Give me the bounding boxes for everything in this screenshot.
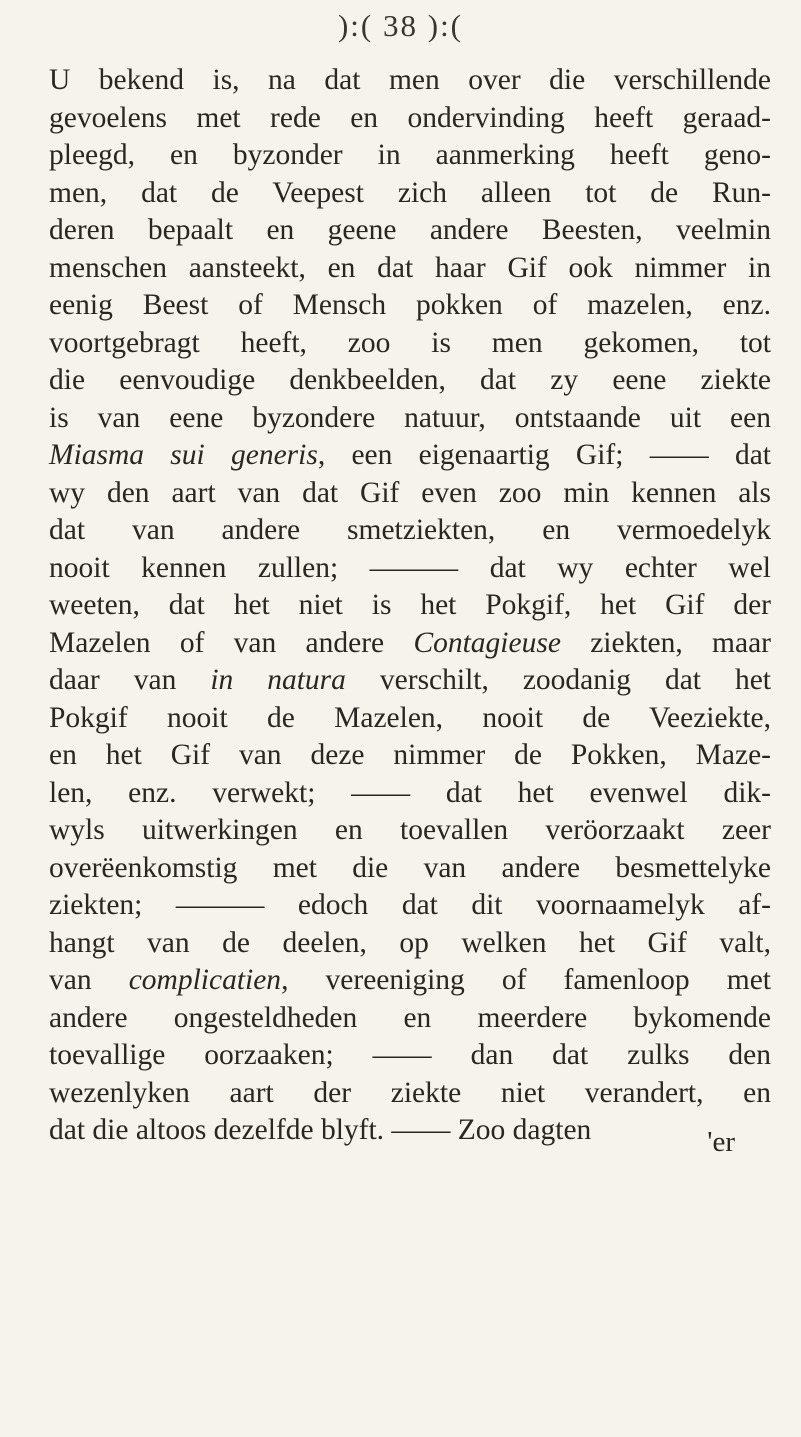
text-segment: Mazelen of van andere <box>49 626 414 659</box>
body-text <box>49 62 771 1150</box>
text-line <box>49 512 771 550</box>
text-line <box>49 1112 771 1150</box>
text-line <box>49 325 771 363</box>
text-line <box>49 925 771 963</box>
text-segment: deren bepaalt en geene andere Beesten, veelmin <box>49 214 771 246</box>
text-line <box>49 287 771 325</box>
text-line <box>49 587 771 625</box>
text-line <box>49 250 771 288</box>
text-line <box>49 737 771 775</box>
text-line <box>49 625 771 663</box>
text-line <box>49 475 771 513</box>
text-segment: len, enz. verwekt; —— dat het evenwel dik- <box>49 776 771 809</box>
text-line <box>49 887 771 925</box>
text-line <box>49 212 771 250</box>
italic-phrase: Miasma sui generis <box>49 439 318 471</box>
text-line <box>49 362 771 400</box>
page-header: ):( 38 ):( <box>337 8 464 43</box>
text-segment: is van eene byzondere natuur, ontstaande uit een <box>49 401 771 434</box>
text-segment: Pokgif nooit de Mazelen, nooit de Veeziekte, <box>49 701 771 734</box>
italic-phrase: Contagieuse <box>413 626 561 659</box>
text-segment: , vereeniging of famenloop met <box>281 964 771 996</box>
text-line <box>49 1075 771 1113</box>
text-segment: hangt van de deelen, op welken het Gif valt, <box>49 926 771 959</box>
text-segment: en het Gif van deze nimmer de Pokken, Maze- <box>49 739 771 771</box>
text-line <box>49 437 771 475</box>
text-line <box>49 662 771 700</box>
italic-phrase: in natura <box>210 664 346 696</box>
text-line <box>49 550 771 588</box>
text-segment: toevallige oorzaaken; —— dan dat zulks den <box>49 1039 771 1071</box>
text-segment: , een eigenaartig Gif; —— dat <box>317 439 771 471</box>
text-line <box>49 175 771 213</box>
text-segment: overëenkomstig met die van andere besmettelyke <box>49 851 771 884</box>
text-line <box>49 850 771 888</box>
text-segment: menschen aansteekt, en dat haar Gif ook nimmer in <box>49 251 771 284</box>
text-segment: dat van andere smetziekten, en vermoedelyk <box>49 514 771 546</box>
text-segment: dat die altoos dezelfde blyft. —— Zoo dagten <box>49 1114 592 1146</box>
text-line <box>49 100 771 138</box>
text-segment: pleegd, en byzonder in aanmerking heeft geno- <box>49 139 771 171</box>
text-segment: nooit kennen zullen; ——— dat wy echter wel <box>49 551 771 584</box>
text-segment: ziekten, maar <box>560 626 771 659</box>
text-segment: men, dat de Veepest zich alleen tot de Run- <box>49 176 771 209</box>
italic-phrase: complicatien <box>128 964 282 996</box>
text-segment: van <box>49 964 129 996</box>
text-line <box>49 962 771 1000</box>
text-segment: eenig Beest of Mensch pokken of mazelen, enz. <box>49 289 771 321</box>
text-segment: U bekend is, na dat men over die verschillende <box>49 64 771 96</box>
text-line <box>49 137 771 175</box>
text-line <box>49 1037 771 1075</box>
text-segment: andere ongesteldheden en meerdere bykomende <box>49 1001 771 1034</box>
text-segment: wy den aart van dat Gif even zoo min kennen als <box>49 476 771 509</box>
text-segment: gevoelens met rede en ondervinding heeft geraad- <box>49 101 771 134</box>
text-segment: wezenlyken aart der ziekte niet verandert, en <box>49 1076 771 1109</box>
text-line <box>49 700 771 738</box>
text-segment: weeten, dat het niet is het Pokgif, het Gif der <box>49 589 771 621</box>
text-segment: die eenvoudige denkbeelden, dat zy eene ziekte <box>49 364 771 396</box>
text-line <box>49 812 771 850</box>
text-segment: wyls uitwerkingen en toevallen veröorzaakt zeer <box>49 814 771 846</box>
catchword: 'er <box>707 1126 735 1158</box>
text-line <box>49 775 771 813</box>
text-segment: daar van <box>49 664 211 696</box>
text-line <box>49 62 771 100</box>
text-segment: voortgebragt heeft, zoo is men gekomen, tot <box>49 326 771 359</box>
text-line <box>49 400 771 438</box>
text-line <box>49 1000 771 1038</box>
text-segment: ziekten; ——— edoch dat dit voornaamelyk af- <box>49 889 771 921</box>
text-segment: verschilt, zoodanig dat het <box>345 664 771 696</box>
